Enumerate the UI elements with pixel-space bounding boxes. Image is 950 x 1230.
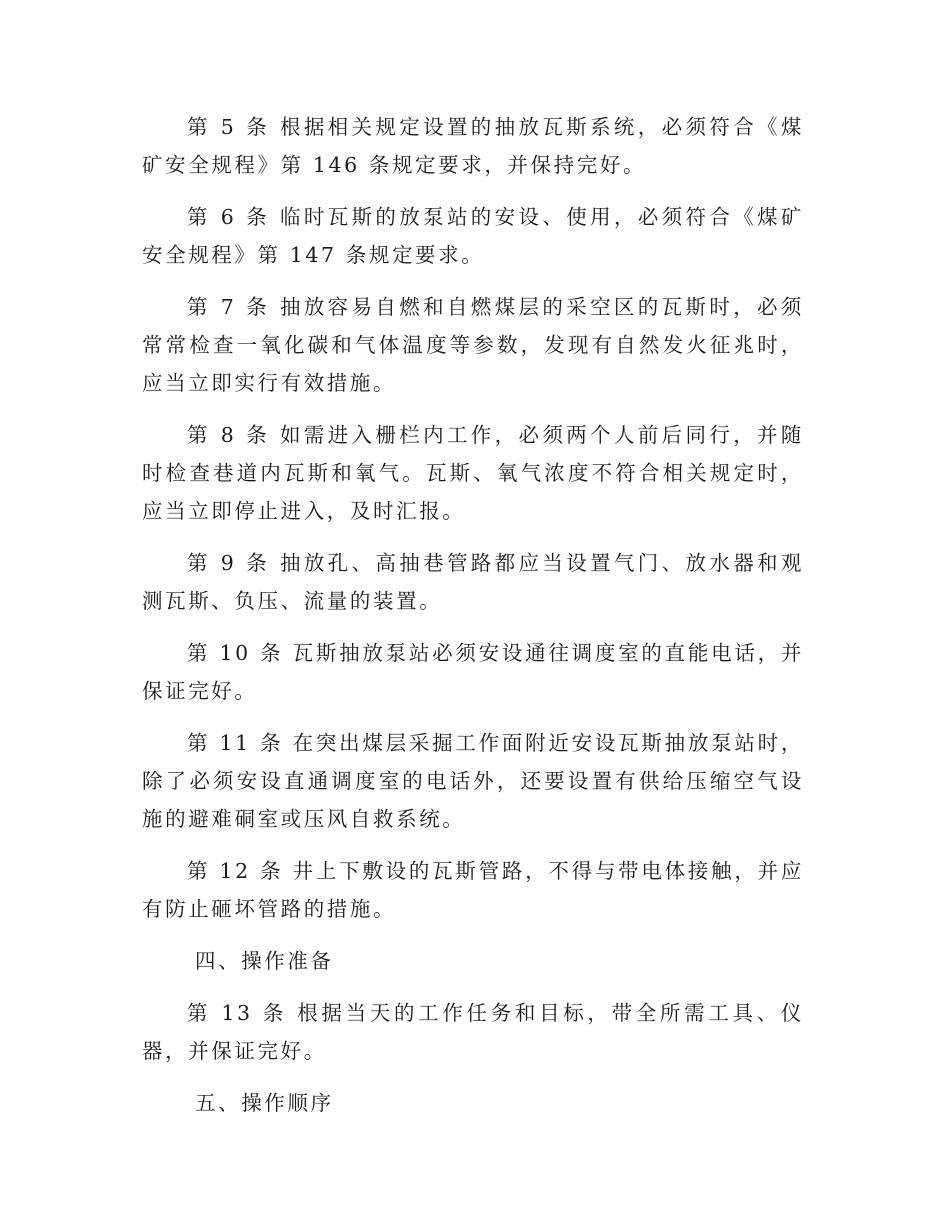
section-heading-operation-preparation: 四、操作准备 (195, 949, 334, 973)
article-8: 第 8 条 如需进入栅栏内工作，必须两个人前后同行，并随时检查巷道内瓦斯和氧气。瓦斯、氧气浓度不符合相关规定时，应当立即停止进入，及时汇报。 (142, 423, 804, 523)
section-heading-operation-sequence: 五、操作顺序 (195, 1091, 334, 1115)
article-5: 第 5 条 根据相关规定设置的抽放瓦斯系统，必须符合《煤矿安全规程》第 146 条规定要求，并保持完好。 (142, 115, 804, 177)
article-7: 第 7 条 抽放容易自燃和自燃煤层的采空区的瓦斯时，必须常常检查一氧化碳和气体温度等参数，发现有自然发火征兆时，应当立即实行有效措施。 (142, 295, 804, 395)
article-9: 第 9 条 抽放孔、高抽巷管路都应当设置气门、放水器和观测瓦斯、负压、流量的装置。 (142, 551, 804, 613)
article-11: 第 11 条 在突出煤层采掘工作面附近安设瓦斯抽放泵站时，除了必须安设直通调度室的电话外，还要设置有供给压缩空气设施的避难硐室或压风自救系统。 (142, 731, 804, 831)
article-6: 第 6 条 临时瓦斯的放泵站的安设、使用，必须符合《煤矿安全规程》第 147 条规定要求。 (142, 205, 804, 267)
article-10: 第 10 条 瓦斯抽放泵站必须安设通往调度室的直能电话，并保证完好。 (142, 641, 804, 703)
article-12: 第 12 条 井上下敷设的瓦斯管路，不得与带电体接触，并应有防止砸坏管路的措施。 (142, 859, 804, 921)
document-body (142, 108, 804, 1136)
article-13: 第 13 条 根据当天的工作任务和目标，带全所需工具、仪器，并保证完好。 (142, 1001, 804, 1063)
